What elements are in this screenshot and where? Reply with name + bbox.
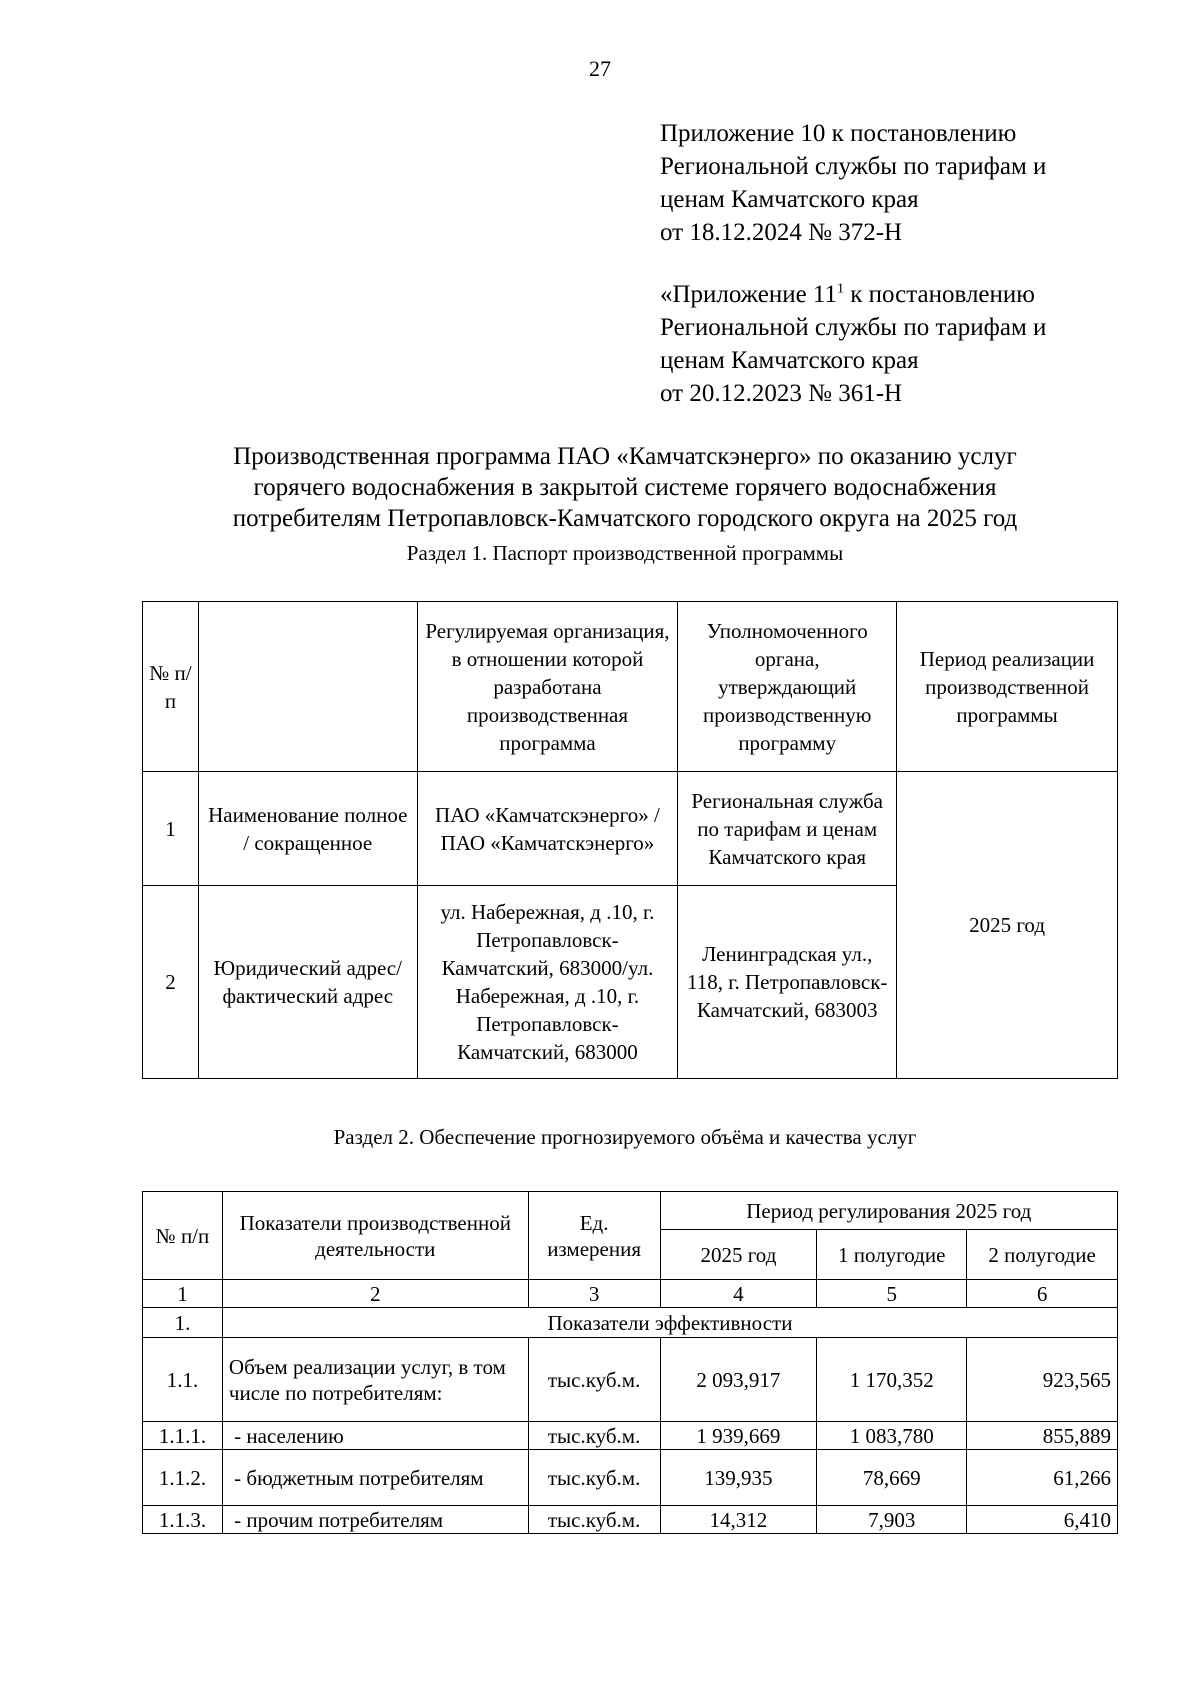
header-unit: Ед. измерения	[528, 1192, 660, 1280]
section2-title: Раздел 2. Обеспечение прогнозируемого объёма и качества услуг	[333, 1125, 917, 1149]
header-num: № п/п	[143, 1192, 223, 1280]
column-number: 3	[528, 1280, 660, 1308]
row-half2: 855,889	[967, 1422, 1118, 1450]
column-number: 4	[660, 1280, 817, 1308]
page-number: 27	[589, 56, 611, 81]
header-period: Период реализации производственной программы	[897, 602, 1118, 772]
appendix-reference-original	[660, 278, 1046, 410]
table-row	[143, 772, 1118, 886]
indicators-table	[142, 1191, 1118, 1534]
row-num: 1.1.1.	[143, 1422, 223, 1450]
column-number: 6	[967, 1280, 1118, 1308]
row-organization: ул. Набережная, д .10, г. Петропавловск-Камчатский, 683000/ул. Набережная, д .10, г. Петропавловск-Камчатский, 683000	[417, 886, 678, 1079]
row-num: 1.1.3.	[143, 1506, 223, 1534]
appendix-line: от 18.12.2024 № 372-Н	[660, 219, 903, 246]
row-label: Юридический адрес/фактический адрес	[198, 886, 417, 1079]
section1-title: Раздел 1. Паспорт производственной программы	[406, 541, 844, 565]
group-row	[143, 1308, 1118, 1338]
title-line: Производственная программа ПАО «Камчатскэнерго» по оказанию услуг	[233, 443, 1017, 470]
appendix-reference-current	[660, 117, 1046, 249]
table-header-row	[143, 1192, 1118, 1230]
row-half1: 78,669	[817, 1450, 967, 1506]
group-num: 1.	[143, 1308, 223, 1338]
title-line: потребителям Петропавловск-Камчатского городского округа на 2025 год	[232, 505, 1018, 532]
column-number: 5	[817, 1280, 967, 1308]
row-year: 139,935	[660, 1450, 817, 1506]
row-num: 1.1.	[143, 1338, 223, 1422]
row-year: 1 939,669	[660, 1422, 817, 1450]
header-organization: Регулируемая организация, в отношении которой разработана производственная программа	[417, 602, 678, 772]
row-name: - бюджетным потребителям	[222, 1450, 528, 1506]
row-name: - прочим потребителям	[222, 1506, 528, 1534]
row-half1: 1 083,780	[817, 1422, 967, 1450]
table-header-row	[143, 602, 1118, 772]
superscript: 1	[837, 281, 845, 297]
row-name: - населению	[222, 1422, 528, 1450]
header-period: Период регулирования 2025 год	[660, 1192, 1117, 1230]
row-label: Наименование полное / сокращенное	[198, 772, 417, 886]
appendix-line: ценам Камчатского края	[660, 347, 919, 374]
header-num: № п/п	[143, 602, 199, 772]
column-number-row	[143, 1280, 1118, 1308]
appendix-line: от 20.12.2023 № 361-Н	[660, 380, 903, 407]
appendix-line: ценам Камчатского края	[660, 186, 919, 213]
row-unit: тыс.куб.м.	[528, 1422, 660, 1450]
header-half2: 2 полугодие	[967, 1230, 1118, 1280]
period-value: 2025 год	[897, 772, 1118, 1079]
appendix-line: Региональной службы по тарифам и	[660, 153, 1047, 180]
appendix-line: Приложение 10 к постановлению	[660, 120, 1017, 147]
table-row	[143, 1338, 1118, 1422]
title-line: горячего водоснабжения в закрытой системе горячего водоснабжения	[253, 474, 997, 501]
row-num: 1	[143, 772, 199, 886]
row-half2: 6,410	[967, 1506, 1118, 1534]
header-empty	[198, 602, 417, 772]
row-authority: Ленинградская ул., 118, г. Петропавловск-Камчатский, 683003	[678, 886, 897, 1079]
column-number: 2	[222, 1280, 528, 1308]
group-label: Показатели эффективности	[222, 1308, 1117, 1338]
table-row	[143, 1506, 1118, 1534]
row-num: 2	[143, 886, 199, 1079]
table-row	[143, 1422, 1118, 1450]
header-year: 2025 год	[660, 1230, 817, 1280]
row-year: 14,312	[660, 1506, 817, 1534]
header-half1: 1 полугодие	[817, 1230, 967, 1280]
row-unit: тыс.куб.м.	[528, 1450, 660, 1506]
header-indicator: Показатели производственной деятельности	[222, 1192, 528, 1280]
appendix-line-part: «Приложение 11	[660, 281, 838, 308]
row-year: 2 093,917	[660, 1338, 817, 1422]
header-authority: Уполномоченного органа, утверждающий производственную программу	[678, 602, 897, 772]
row-organization: ПАО «Камчатскэнерго» / ПАО «Камчатскэнерго»	[417, 772, 678, 886]
row-half1: 1 170,352	[817, 1338, 967, 1422]
appendix-line: Региональной службы по тарифам и	[660, 314, 1047, 341]
passport-table	[142, 601, 1118, 1079]
table-row	[143, 1450, 1118, 1506]
column-number: 1	[143, 1280, 223, 1308]
row-half2: 61,266	[967, 1450, 1118, 1506]
appendix-line	[660, 278, 1046, 311]
row-half1: 7,903	[817, 1506, 967, 1534]
row-authority: Региональная служба по тарифам и ценам Камчатского края	[678, 772, 897, 886]
appendix-line-part: к постановлению	[844, 281, 1035, 308]
row-unit: тыс.куб.м.	[528, 1338, 660, 1422]
row-name: Объем реализации услуг, в том числе по потребителям:	[222, 1338, 528, 1422]
row-half2: 923,565	[967, 1338, 1118, 1422]
row-num: 1.1.2.	[143, 1450, 223, 1506]
row-unit: тыс.куб.м.	[528, 1506, 660, 1534]
document-title	[130, 441, 1120, 534]
